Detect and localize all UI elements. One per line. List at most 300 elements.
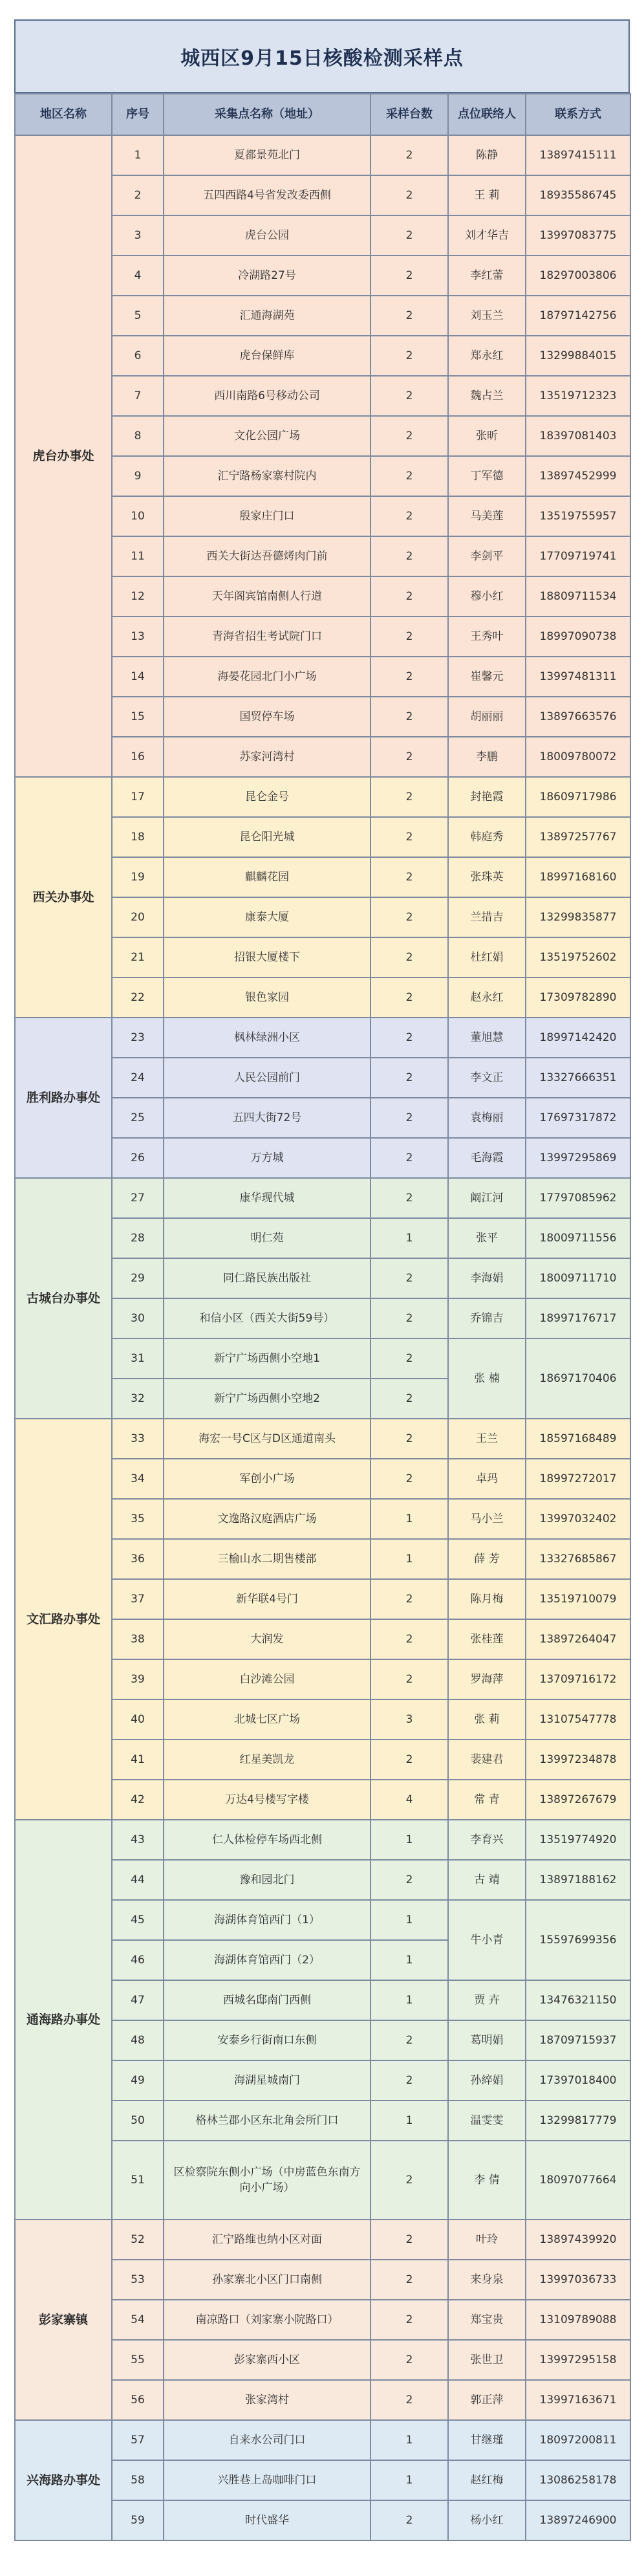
index-cell: 30: [112, 1298, 164, 1338]
table-row: [15, 1018, 630, 1058]
site-cell: 苏家河湾村: [164, 737, 370, 777]
contact-cell: 常 青: [448, 1780, 526, 1820]
site-cell: 海晏花园北门小广场: [164, 657, 370, 697]
phone-cell: 17309782890: [526, 977, 630, 1018]
contact-cell: 张桂莲: [448, 1619, 526, 1659]
count-cell: 2: [370, 1178, 448, 1218]
region-cell: 胜利路办事处: [15, 1018, 112, 1178]
index-cell: 20: [112, 897, 164, 937]
count-cell: 2: [370, 456, 448, 496]
count-cell: 2: [370, 1459, 448, 1499]
phone-cell: 18809711534: [526, 576, 630, 617]
table-row: [15, 2220, 630, 2260]
phone-cell: 18609717986: [526, 777, 630, 817]
site-cell: 豫和园北门: [164, 1860, 370, 1900]
contact-cell: 李育兴: [448, 1820, 526, 1860]
site-cell: 昆仑金号: [164, 777, 370, 817]
count-cell: 2: [370, 175, 448, 215]
phone-cell: 13299817779: [526, 2101, 630, 2141]
index-cell: 32: [112, 1379, 164, 1419]
phone-cell: 15597699356: [526, 1900, 630, 1980]
count-cell: 2: [370, 2500, 448, 2540]
region-cell: 西关办事处: [15, 777, 112, 1018]
site-cell: 人民公园前门: [164, 1058, 370, 1098]
site-cell: 汇宁路维也纳小区对面: [164, 2220, 370, 2260]
contact-cell: 陈月梅: [448, 1579, 526, 1619]
count-cell: 2: [370, 135, 448, 175]
site-cell: 五四西路4号省发改委西侧: [164, 175, 370, 215]
contact-cell: 封艳霞: [448, 777, 526, 817]
region-cell: 文汇路办事处: [15, 1419, 112, 1820]
header-contact: 点位联络人: [448, 94, 526, 135]
count-cell: 2: [370, 697, 448, 737]
site-cell: 国贸停车场: [164, 697, 370, 737]
count-cell: 2: [370, 215, 448, 256]
index-cell: 45: [112, 1900, 164, 1940]
count-cell: 2: [370, 336, 448, 376]
phone-cell: 13897452999: [526, 456, 630, 496]
site-cell: 北城七区广场: [164, 1699, 370, 1740]
site-cell: 西川南路6号移动公司: [164, 376, 370, 416]
phone-cell: 13897257767: [526, 817, 630, 857]
contact-cell: 张世卫: [448, 2340, 526, 2380]
index-cell: 39: [112, 1659, 164, 1699]
table-row: [15, 777, 630, 817]
count-cell: 2: [370, 2260, 448, 2300]
region-cell: 虎台办事处: [15, 135, 112, 777]
count-cell: 2: [370, 296, 448, 336]
index-cell: 47: [112, 1980, 164, 2020]
phone-cell: 13997036733: [526, 2260, 630, 2300]
index-cell: 42: [112, 1780, 164, 1820]
contact-cell: 罗海萍: [448, 1659, 526, 1699]
region-cell: 彭家寨镇: [15, 2220, 112, 2420]
contact-cell: 孙綷娟: [448, 2060, 526, 2101]
count-cell: 2: [370, 657, 448, 697]
table-row: [15, 135, 630, 175]
index-cell: 4: [112, 256, 164, 296]
contact-cell: 薛 芳: [448, 1539, 526, 1579]
contact-cell: 牛小青: [448, 1900, 526, 1980]
count-cell: 2: [370, 1379, 448, 1419]
index-cell: 22: [112, 977, 164, 1018]
site-cell: 枫林绿洲小区: [164, 1018, 370, 1058]
count-cell: 2: [370, 817, 448, 857]
count-cell: 1: [370, 1539, 448, 1579]
index-cell: 36: [112, 1539, 164, 1579]
contact-cell: 兰措吉: [448, 897, 526, 937]
site-cell: 昆仑阳光城: [164, 817, 370, 857]
index-cell: 14: [112, 657, 164, 697]
contact-cell: 张平: [448, 1218, 526, 1258]
phone-cell: 18009711710: [526, 1258, 630, 1298]
contact-cell: 胡丽丽: [448, 697, 526, 737]
site-cell: 彭家寨西小区: [164, 2340, 370, 2380]
index-cell: 15: [112, 697, 164, 737]
count-cell: 1: [370, 1980, 448, 2020]
phone-cell: 13997295158: [526, 2340, 630, 2380]
phone-cell: 13709716172: [526, 1659, 630, 1699]
index-cell: 38: [112, 1619, 164, 1659]
header-count: 采样台数: [370, 94, 448, 135]
index-cell: 13: [112, 617, 164, 657]
count-cell: 1: [370, 2420, 448, 2460]
index-cell: 40: [112, 1699, 164, 1740]
phone-cell: 18097200811: [526, 2420, 630, 2460]
count-cell: 2: [370, 1138, 448, 1178]
count-cell: 1: [370, 1940, 448, 1980]
site-cell: 文化公园广场: [164, 416, 370, 456]
count-cell: 1: [370, 1820, 448, 1860]
count-cell: 2: [370, 2340, 448, 2380]
count-cell: 2: [370, 2300, 448, 2340]
contact-cell: 卓玛: [448, 1459, 526, 1499]
contact-cell: 李 倩: [448, 2141, 526, 2220]
site-cell: 招银大厦楼下: [164, 937, 370, 977]
contact-cell: 丁军德: [448, 456, 526, 496]
site-cell: 仁人体检停车场西北侧: [164, 1820, 370, 1860]
site-cell: 文逸路汉庭酒店广场: [164, 1499, 370, 1539]
site-cell: 新宁广场西侧小空地2: [164, 1379, 370, 1419]
count-cell: 3: [370, 1699, 448, 1740]
contact-cell: 郑宝贵: [448, 2300, 526, 2340]
contact-cell: 李剑平: [448, 536, 526, 576]
contact-cell: 刘才华吉: [448, 215, 526, 256]
phone-cell: 13997295869: [526, 1138, 630, 1178]
count-cell: 2: [370, 1298, 448, 1338]
contact-cell: 温雯雯: [448, 2101, 526, 2141]
contact-cell: 袁梅丽: [448, 1098, 526, 1138]
index-cell: 1: [112, 135, 164, 175]
count-cell: 2: [370, 1659, 448, 1699]
count-cell: 2: [370, 416, 448, 456]
site-cell: 殷家庄门口: [164, 496, 370, 536]
index-cell: 26: [112, 1138, 164, 1178]
site-cell: 军创小广场: [164, 1459, 370, 1499]
site-cell: 麒麟花园: [164, 857, 370, 897]
header-phone: 联系方式: [526, 94, 630, 135]
phone-cell: 18097077664: [526, 2141, 630, 2220]
index-cell: 56: [112, 2380, 164, 2420]
header-region: 地区名称: [15, 94, 112, 135]
contact-cell: 王秀叶: [448, 617, 526, 657]
phone-cell: 18997090738: [526, 617, 630, 657]
count-cell: 2: [370, 1258, 448, 1298]
contact-cell: 杨小红: [448, 2500, 526, 2540]
site-cell: 区检察院东侧小广场（中房蓝色东南方向小广场）: [164, 2141, 370, 2220]
phone-cell: 13107547778: [526, 1699, 630, 1740]
count-cell: 2: [370, 777, 448, 817]
contact-cell: 魏占兰: [448, 376, 526, 416]
index-cell: 16: [112, 737, 164, 777]
phone-cell: 18997168160: [526, 857, 630, 897]
contact-cell: 李红蕾: [448, 256, 526, 296]
phone-cell: 17709719741: [526, 536, 630, 576]
index-cell: 28: [112, 1218, 164, 1258]
phone-cell: 13897188162: [526, 1860, 630, 1900]
site-cell: 万方城: [164, 1138, 370, 1178]
contact-cell: 韩庭秀: [448, 817, 526, 857]
count-cell: 2: [370, 857, 448, 897]
site-cell: 天年阁宾馆南侧人行道: [164, 576, 370, 617]
contact-cell: 杜红娟: [448, 937, 526, 977]
site-cell: 自来水公司门口: [164, 2420, 370, 2460]
index-cell: 29: [112, 1258, 164, 1298]
site-cell: 康泰大厦: [164, 897, 370, 937]
site-cell: 红星美凯龙: [164, 1740, 370, 1780]
index-cell: 44: [112, 1860, 164, 1900]
index-cell: 55: [112, 2340, 164, 2380]
index-cell: 5: [112, 296, 164, 336]
phone-cell: 13897415111: [526, 135, 630, 175]
site-cell: 西城名邸南门西侧: [164, 1980, 370, 2020]
phone-cell: 17797085962: [526, 1178, 630, 1218]
site-cell: 万达4号楼写字楼: [164, 1780, 370, 1820]
count-cell: 2: [370, 2020, 448, 2060]
contact-cell: 刘玉兰: [448, 296, 526, 336]
count-cell: 2: [370, 1098, 448, 1138]
site-cell: 夏都景苑北门: [164, 135, 370, 175]
contact-cell: 李海娟: [448, 1258, 526, 1298]
count-cell: 2: [370, 1018, 448, 1058]
index-cell: 18: [112, 817, 164, 857]
index-cell: 48: [112, 2020, 164, 2060]
index-cell: 2: [112, 175, 164, 215]
site-cell: 虎台公园: [164, 215, 370, 256]
count-cell: 2: [370, 1058, 448, 1098]
contact-cell: 张昕: [448, 416, 526, 456]
table-header-row: [15, 94, 630, 135]
phone-cell: 18709715937: [526, 2020, 630, 2060]
site-cell: 冷湖路27号: [164, 256, 370, 296]
phone-cell: 13997481311: [526, 657, 630, 697]
site-cell: 大润发: [164, 1619, 370, 1659]
count-cell: 1: [370, 1499, 448, 1539]
count-cell: 2: [370, 1419, 448, 1459]
region-cell: 兴海路办事处: [15, 2420, 112, 2540]
table-row: [15, 1419, 630, 1459]
index-cell: 54: [112, 2300, 164, 2340]
phone-cell: 13327685867: [526, 1539, 630, 1579]
phone-cell: 13897663576: [526, 697, 630, 737]
count-cell: 2: [370, 1338, 448, 1379]
site-cell: 白沙滩公园: [164, 1659, 370, 1699]
page-title: 城西区9月15日核酸检测采样点: [14, 19, 630, 93]
contact-cell: 古 靖: [448, 1860, 526, 1900]
index-cell: 10: [112, 496, 164, 536]
site-cell: 孙家寨北小区门口南侧: [164, 2260, 370, 2300]
phone-cell: 13299835877: [526, 897, 630, 937]
index-cell: 37: [112, 1579, 164, 1619]
region-cell: 古城台办事处: [15, 1178, 112, 1419]
index-cell: 41: [112, 1740, 164, 1780]
index-cell: 19: [112, 857, 164, 897]
site-cell: 银色家园: [164, 977, 370, 1018]
count-cell: 2: [370, 2141, 448, 2220]
site-cell: 格林兰郡小区东北角会所门口: [164, 2101, 370, 2141]
phone-cell: 13299884015: [526, 336, 630, 376]
site-cell: 虎台保鲜库: [164, 336, 370, 376]
index-cell: 31: [112, 1338, 164, 1379]
index-cell: 43: [112, 1820, 164, 1860]
index-cell: 58: [112, 2460, 164, 2500]
index-cell: 49: [112, 2060, 164, 2101]
site-cell: 兴胜巷上岛咖啡门口: [164, 2460, 370, 2500]
contact-cell: 王兰: [448, 1419, 526, 1459]
phone-cell: 13327666351: [526, 1058, 630, 1098]
site-cell: 和信小区（西关大街59号）: [164, 1298, 370, 1338]
phone-cell: 18697170406: [526, 1338, 630, 1419]
phone-cell: 13476321150: [526, 1980, 630, 2020]
index-cell: 7: [112, 376, 164, 416]
phone-cell: 13086258178: [526, 2460, 630, 2500]
index-cell: 23: [112, 1018, 164, 1058]
table-row: [15, 1178, 630, 1218]
index-cell: 24: [112, 1058, 164, 1098]
phone-cell: 13997032402: [526, 1499, 630, 1539]
contact-cell: 贾 卉: [448, 1980, 526, 2020]
phone-cell: 18009711556: [526, 1218, 630, 1258]
phone-cell: 13997234878: [526, 1740, 630, 1780]
contact-cell: 赵红梅: [448, 2460, 526, 2500]
contact-cell: 赵永红: [448, 977, 526, 1018]
contact-cell: 来身泉: [448, 2260, 526, 2300]
phone-cell: 18797142756: [526, 296, 630, 336]
site-cell: 张家湾村: [164, 2380, 370, 2420]
index-cell: 21: [112, 937, 164, 977]
count-cell: 1: [370, 1900, 448, 1940]
count-cell: 2: [370, 737, 448, 777]
contact-cell: 乔锦吉: [448, 1298, 526, 1338]
index-cell: 6: [112, 336, 164, 376]
site-cell: 三榆山水二期售楼部: [164, 1539, 370, 1579]
contact-cell: 李鹏: [448, 737, 526, 777]
index-cell: 33: [112, 1419, 164, 1459]
site-cell: 时代盛华: [164, 2500, 370, 2540]
header-site: 采集点名称（地址）: [164, 94, 370, 135]
count-cell: 2: [370, 2380, 448, 2420]
phone-cell: 13897267679: [526, 1780, 630, 1820]
phone-cell: 18997142420: [526, 1018, 630, 1058]
site-cell: 海宏一号C区与D区通道南头: [164, 1419, 370, 1459]
phone-cell: 17697317872: [526, 1098, 630, 1138]
index-cell: 59: [112, 2500, 164, 2540]
phone-cell: 13519752602: [526, 937, 630, 977]
index-cell: 27: [112, 1178, 164, 1218]
site-cell: 海湖体育馆西门（1）: [164, 1900, 370, 1940]
index-cell: 12: [112, 576, 164, 617]
contact-cell: 李文正: [448, 1058, 526, 1098]
phone-cell: 18997176717: [526, 1298, 630, 1338]
contact-cell: 甘继瑾: [448, 2420, 526, 2460]
phone-cell: 13897246900: [526, 2500, 630, 2540]
count-cell: 2: [370, 1860, 448, 1900]
sampling-table-container: [14, 93, 630, 2541]
count-cell: 2: [370, 576, 448, 617]
site-cell: 明仁苑: [164, 1218, 370, 1258]
index-cell: 11: [112, 536, 164, 576]
phone-cell: 13109789088: [526, 2300, 630, 2340]
site-cell: 康华现代城: [164, 1178, 370, 1218]
contact-cell: 葛明娟: [448, 2020, 526, 2060]
phone-cell: 18009780072: [526, 737, 630, 777]
contact-cell: 郭正萍: [448, 2380, 526, 2420]
index-cell: 17: [112, 777, 164, 817]
contact-cell: 叶玲: [448, 2220, 526, 2260]
phone-cell: 18297003806: [526, 256, 630, 296]
index-cell: 53: [112, 2260, 164, 2300]
phone-cell: 13519712323: [526, 376, 630, 416]
phone-cell: 18997272017: [526, 1459, 630, 1499]
contact-cell: 陈静: [448, 135, 526, 175]
index-cell: 35: [112, 1499, 164, 1539]
count-cell: 1: [370, 2460, 448, 2500]
count-cell: 4: [370, 1780, 448, 1820]
index-cell: 34: [112, 1459, 164, 1499]
contact-cell: 董旭慧: [448, 1018, 526, 1058]
count-cell: 1: [370, 1218, 448, 1258]
count-cell: 2: [370, 536, 448, 576]
count-cell: 2: [370, 256, 448, 296]
index-cell: 57: [112, 2420, 164, 2460]
phone-cell: 17397018400: [526, 2060, 630, 2101]
table-row: [15, 1820, 630, 1860]
index-cell: 51: [112, 2141, 164, 2220]
phone-cell: 13519710079: [526, 1579, 630, 1619]
index-cell: 8: [112, 416, 164, 456]
contact-cell: 裴建君: [448, 1740, 526, 1780]
contact-cell: 毛海霞: [448, 1138, 526, 1178]
count-cell: 2: [370, 1619, 448, 1659]
phone-cell: 13997083775: [526, 215, 630, 256]
index-cell: 46: [112, 1940, 164, 1980]
header-index: 序号: [112, 94, 164, 135]
site-cell: 五四大街72号: [164, 1098, 370, 1138]
contact-cell: 张 莉: [448, 1699, 526, 1740]
phone-cell: 13897264047: [526, 1619, 630, 1659]
site-cell: 新宁广场西侧小空地1: [164, 1338, 370, 1379]
contact-cell: 郑永红: [448, 336, 526, 376]
phone-cell: 18397081403: [526, 416, 630, 456]
contact-cell: 崔馨元: [448, 657, 526, 697]
table-body: [15, 135, 630, 2540]
site-cell: 南凉路口（刘家寨小院路口）: [164, 2300, 370, 2340]
index-cell: 9: [112, 456, 164, 496]
site-cell: 汇通海湖苑: [164, 296, 370, 336]
contact-cell: 阚江河: [448, 1178, 526, 1218]
index-cell: 50: [112, 2101, 164, 2141]
count-cell: 2: [370, 1740, 448, 1780]
contact-cell: 穆小红: [448, 576, 526, 617]
site-cell: 青海省招生考试院门口: [164, 617, 370, 657]
contact-cell: 马美莲: [448, 496, 526, 536]
contact-cell: 张 楠: [448, 1338, 526, 1419]
region-cell: 通海路办事处: [15, 1820, 112, 2220]
table-row: [15, 2420, 630, 2460]
site-cell: 西关大街达吾德烤肉门前: [164, 536, 370, 576]
count-cell: 2: [370, 977, 448, 1018]
site-cell: 海湖体育馆西门（2）: [164, 1940, 370, 1980]
phone-cell: 13997163671: [526, 2380, 630, 2420]
count-cell: 2: [370, 2220, 448, 2260]
count-cell: 2: [370, 617, 448, 657]
count-cell: 2: [370, 937, 448, 977]
contact-cell: 王 莉: [448, 175, 526, 215]
count-cell: 2: [370, 1579, 448, 1619]
index-cell: 52: [112, 2220, 164, 2260]
count-cell: 2: [370, 376, 448, 416]
index-cell: 25: [112, 1098, 164, 1138]
